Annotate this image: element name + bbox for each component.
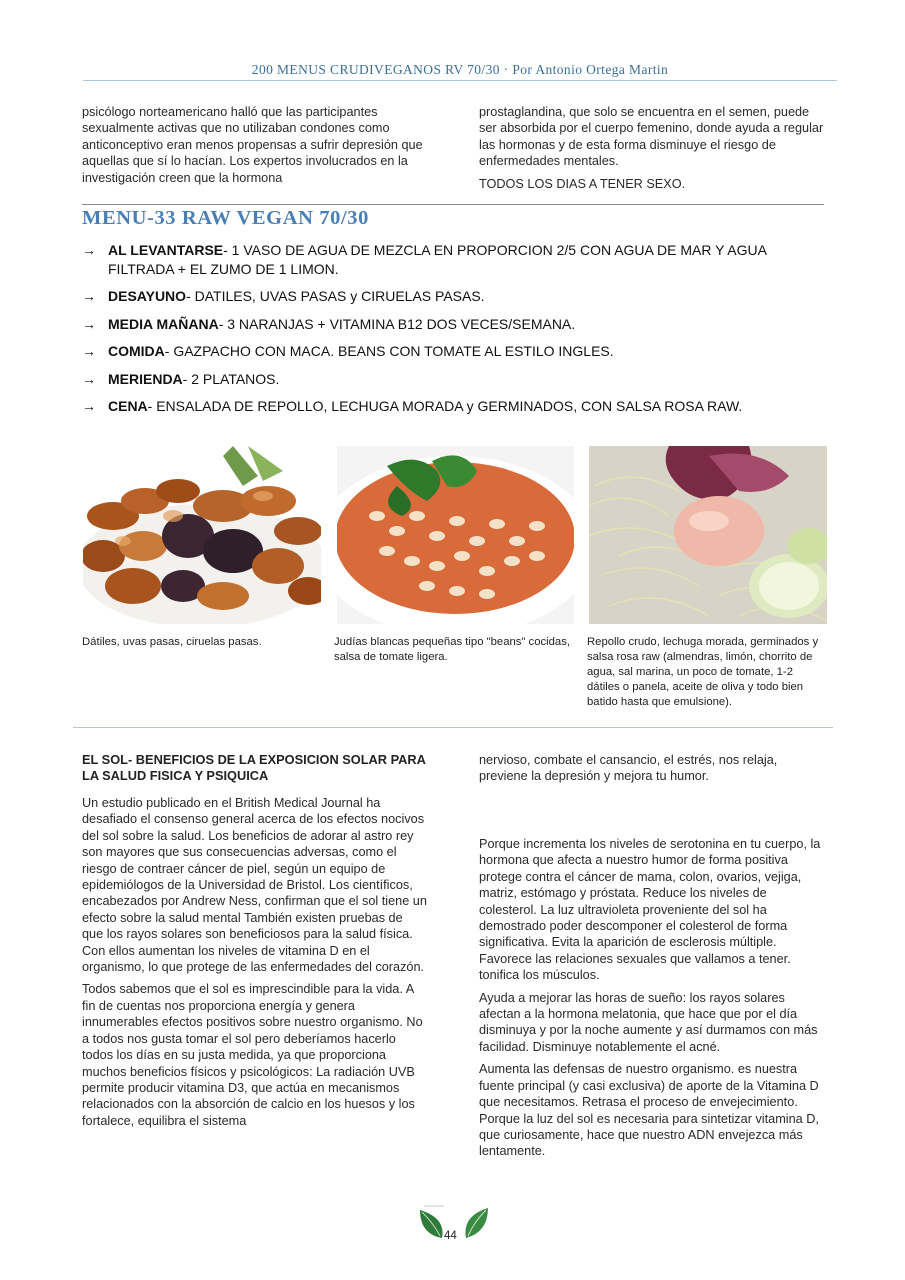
photo-salad-sprouts bbox=[589, 446, 827, 624]
menu-item-comida bbox=[78, 342, 818, 361]
arrow-right-icon: → bbox=[82, 288, 96, 304]
intro-right-paragraph: prostaglandina, que solo se encuentra en el semen, puede ser absorbida por el cuerpo femenino, donde ayuda a regular las hormonas y de esta forma disminuye el riesgo de enfermedades mentales. bbox=[479, 105, 824, 169]
menu-item-desayuno bbox=[78, 287, 818, 306]
menu-title: MENU-33 RAW VEGAN 70/30 bbox=[82, 207, 369, 229]
photo-section-divider bbox=[73, 727, 833, 728]
menu-item-merienda bbox=[78, 370, 818, 389]
photo-dried-fruits bbox=[83, 446, 321, 624]
article-left-column bbox=[82, 795, 427, 1135]
menu-item-al-levantarse bbox=[78, 241, 818, 278]
article-paragraph: Ayuda a mejorar las horas de sueño: los rayos solares afectan a la hormona melatonia, que hace que por el día disminuya y por la noche aumente y así durmamos con más facilidad. Disminuye notablemente el acné. bbox=[479, 990, 818, 1054]
intro-left-column bbox=[82, 104, 427, 192]
meal-description: - 3 NARANJAS + VITAMINA B12 DOS VECES/SEMANA. bbox=[218, 315, 576, 332]
arrow-right-icon: → bbox=[82, 315, 96, 332]
article-paragraph: Un estudio publicado en el British Medical Journal ha desafiado el consenso general acerca de los efectos nocivos del sol sobre la salud. Los beneficios de adorar al astro rey son mayores que sus consecuencias adversas, como el riesgo de contraer cáncer de piel, según un equipo de epidemiólogos de la Universidad de Bristol. Los científicos, encabezados por Andrew Ness, confirman que el sol tiene un efecto sobre la salud mental También existen pruebas de que los rayos solares son beneficiosos para la salud física. Con ellos aumentan los niveles de vitamina D en el organismo, lo que protege de las enfermedades del corazón. bbox=[82, 796, 427, 975]
header-divider bbox=[83, 80, 837, 81]
article-paragraph: nervioso, combate el cansancio, el estrés, nos relaja, previene la depresión y mejora tu humor. bbox=[479, 753, 778, 784]
meal-name: CENA bbox=[108, 398, 148, 414]
page-number: 44 bbox=[444, 1230, 457, 1242]
photo-caption-dried-fruits: Dátiles, uvas pasas, ciruelas pasas. bbox=[82, 636, 262, 648]
intro-left-paragraph: psicólogo norteamericano halló que las participantes sexualmente activas que no utilizaban condones como anticonceptivo eran menos propensas a sufrir depresión que aquellas que sí lo hacían. Los expertos involucrados en la investigación creen que la hormona bbox=[82, 105, 423, 185]
meal-description: - DATILES, UVAS PASAS y CIRUELAS PASAS. bbox=[186, 288, 485, 304]
article-right-column bbox=[479, 836, 824, 1166]
article-paragraph: Porque incrementa los niveles de serotonina en tu cuerpo, la hormona que afecta a nuestro humor de forma positiva protege contra el cáncer de mama, colon, ovarios, vejiga, matriz, estómago y próstata. Reduce los niveles de colesterol. La luz ultravioleta proveniente del sol ha demostrado poder descomponer el colesterol de forma significativa. Evita la aparición de esclerosis múltiple. Favorece las relaciones sexuales que vallamos a tener. tonifica los músculos. bbox=[479, 837, 821, 983]
meal-description: - GAZPACHO CON MACA. BEANS CON TOMATE AL ESTILO INGLES. bbox=[164, 343, 614, 359]
article-paragraph: Aumenta las defensas de nuestro organismo. es nuestra fuente principal (y casi exclusiva) de aporte de la Vitamina D que necesitamos. Retrasa el proceso de envejecimiento. Porque la luz del sol es necesaria para sintetizar vitamina D, que curiosamente, hace que nuestro ADN envejezca más lentamente. bbox=[479, 1062, 819, 1159]
article-paragraph: Todos sabemos que el sol es imprescindible para la vida. A fin de cuentas nos proporciona energía y genera innumerables efectos positivos sobre nuestro organismo. No a todos nos gusta tomar el sol pero deberíamos hacerlo todos los días en su justa medida, ya que proporciona muchos beneficios físicos y psicológicos: La radiación UVB permite producir vitamina D3, que actúa en mecanismos relacionados con la absorción de calcio en los huesos y los fortalece, equilibra el sistema bbox=[82, 982, 423, 1128]
meal-description: - ENSALADA DE REPOLLO, LECHUGA MORADA y GERMINADOS, CON SALSA ROSA RAW. bbox=[147, 398, 743, 414]
meal-name: AL LEVANTARSE bbox=[108, 242, 224, 258]
photo-caption-baked-beans: Judías blancas pequeñas tipo "beans" cocidas, salsa de tomate ligera. bbox=[334, 636, 570, 663]
menu-item-cena bbox=[78, 397, 818, 416]
arrow-right-icon: → bbox=[82, 343, 96, 359]
arrow-right-icon: → bbox=[82, 398, 96, 414]
arrow-right-icon: → bbox=[82, 242, 96, 258]
running-header: 200 MENUS CRUDIVEGANOS RV 70/30 · Por Antonio Ortega Martin bbox=[251, 62, 669, 77]
intro-right-closing: TODOS LOS DIAS A TENER SEXO. bbox=[479, 176, 686, 191]
meal-name: MERIENDA bbox=[108, 370, 183, 387]
article-title: EL SOL- BENEFICIOS DE LA EXPOSICION SOLAR PARA LA SALUD FISICA Y PSIQUICA bbox=[82, 752, 426, 784]
photo-baked-beans bbox=[337, 446, 574, 624]
intro-right-column bbox=[479, 104, 824, 198]
photo-caption-salad: Repollo crudo, lechuga morada, germinados y salsa rosa raw (almendras, limón, chorrito de agua, sal marina, un poco de tomate, 1-2 dátiles o panela, aceite de oliva y todo bien batido hasta que emulsione). bbox=[587, 636, 819, 708]
meal-name: COMIDA bbox=[108, 343, 165, 359]
arrow-right-icon: → bbox=[82, 370, 96, 387]
menu-list bbox=[78, 241, 818, 425]
menu-item-media-manana bbox=[78, 315, 818, 334]
meal-name: MEDIA MAÑANA bbox=[108, 315, 219, 332]
meal-description: - 2 PLATANOS. bbox=[182, 370, 280, 387]
section-divider bbox=[82, 204, 824, 205]
article-right-column-top bbox=[479, 752, 824, 791]
meal-name: DESAYUNO bbox=[108, 288, 187, 304]
meal-description: - 1 VASO DE AGUA DE MEZCLA EN PROPORCION 2/5 CON AGUA DE MAR Y AGUA FILTRADA + EL ZUMO DE 1 LIMON. bbox=[108, 242, 767, 277]
